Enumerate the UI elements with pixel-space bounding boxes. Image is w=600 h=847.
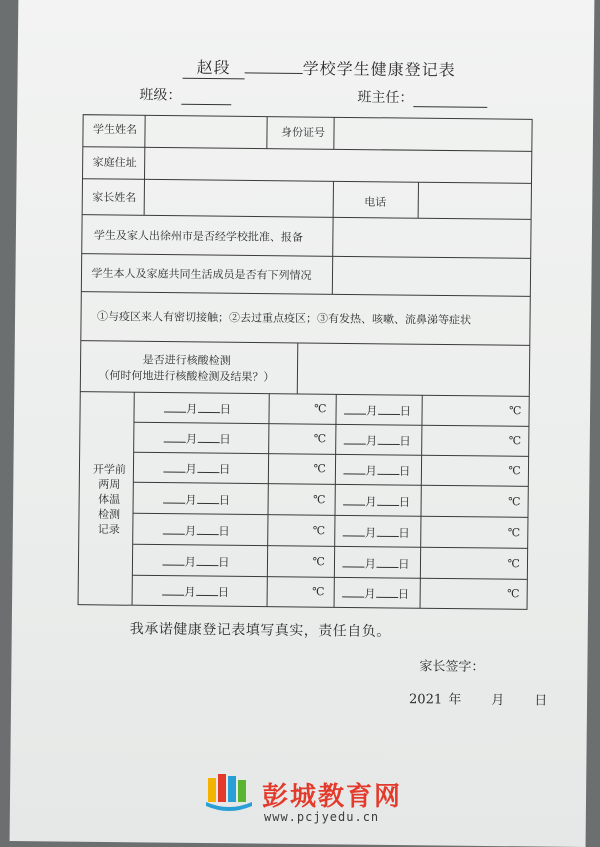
month-text: 月 [365, 494, 377, 508]
month-text: 月 [186, 432, 198, 446]
temp-degree-field[interactable]: ℃ [313, 492, 325, 508]
temp-date-field[interactable] [342, 554, 409, 572]
temp-date-field[interactable] [344, 401, 411, 419]
teacher-label: 班主任： [357, 90, 413, 107]
temp-date-field[interactable] [164, 400, 231, 418]
month-text: 月 [365, 525, 377, 539]
month-blank [164, 430, 186, 443]
class-label: 班级： [139, 87, 181, 103]
temperature-record-label [89, 462, 130, 537]
day-blank [196, 583, 218, 596]
day-text: 日 [398, 526, 410, 540]
signature-date [409, 688, 547, 708]
month-text: 月 [184, 585, 196, 599]
address-input[interactable] [148, 150, 528, 180]
temp-date-field[interactable] [162, 552, 229, 570]
id-number-input[interactable] [337, 120, 527, 148]
id-number-label: 身份证号 [281, 125, 325, 141]
day-blank [376, 585, 398, 598]
day-blank [197, 460, 219, 473]
parent-name-label: 家长姓名 [92, 190, 136, 206]
parent-signature-field[interactable] [419, 655, 484, 675]
day-text: 日 [218, 555, 230, 569]
month-blank [163, 490, 185, 503]
day-text: 日 [218, 585, 230, 599]
xuzhou-question: 学生及家人出徐州市是否经学校批准、报备 [94, 228, 303, 246]
month-text: 月 [185, 462, 197, 476]
date-month: 月 [491, 693, 504, 708]
situation-question: 学生本人及家庭共同生活成员是否有下列情况 [91, 266, 311, 284]
nucleic-question: 是否进行核酸检测 [143, 352, 231, 369]
month-blank [162, 552, 184, 565]
temp-date-field[interactable] [163, 460, 230, 478]
day-text: 日 [398, 587, 410, 601]
month-blank [164, 400, 186, 413]
date-day: 日 [534, 693, 547, 708]
xuzhou-answer-input[interactable] [336, 220, 526, 255]
month-text: 月 [364, 556, 376, 570]
month-blank [163, 460, 185, 473]
day-text: 日 [399, 464, 411, 478]
temp-label-line: 检测 [89, 507, 129, 522]
day-text: 日 [220, 402, 232, 416]
day-blank [198, 400, 220, 413]
student-name-input[interactable] [148, 118, 263, 145]
watermark-url[interactable]: www.pcjyedu.cn [264, 810, 379, 824]
month-text: 月 [185, 492, 197, 506]
temp-degree-field[interactable]: ℃ [509, 403, 521, 419]
temp-degree-field[interactable]: ℃ [314, 431, 326, 447]
temp-degree-field[interactable]: ℃ [313, 523, 325, 539]
temp-degree-field[interactable]: ℃ [508, 525, 520, 541]
temp-degree-field[interactable]: ℃ [509, 433, 521, 449]
phone-input[interactable] [421, 185, 527, 216]
temp-degree-field[interactable]: ℃ [312, 554, 324, 570]
paper-sheet [10, 0, 595, 847]
day-text: 日 [400, 404, 412, 418]
day-text: 日 [399, 434, 411, 448]
situation-list: ①与疫区来人有密切接触；②去过重点疫区；③有发热、咳嗽、流鼻涕等症状 [97, 309, 471, 329]
month-text: 月 [366, 434, 378, 448]
day-text: 日 [219, 493, 231, 507]
date-year: 2021 年 [409, 692, 461, 708]
temp-degree-field[interactable]: ℃ [507, 586, 519, 602]
temp-date-field[interactable] [343, 492, 410, 510]
temp-label-line: 记录 [89, 522, 129, 537]
temp-degree-field[interactable]: ℃ [312, 584, 324, 600]
month-blank [342, 554, 364, 567]
promise-statement: 我承诺健康登记表填写真实，责任自负。 [130, 618, 391, 641]
signature-label: 家长签字： [419, 659, 484, 675]
day-blank [196, 521, 218, 534]
month-blank [343, 492, 365, 505]
temp-date-field[interactable] [163, 521, 230, 539]
parent-name-input[interactable] [147, 182, 329, 214]
temp-degree-field[interactable]: ℃ [507, 556, 519, 572]
temp-date-field[interactable] [344, 431, 411, 449]
temp-label-line: 开学前 [89, 462, 129, 477]
month-text: 月 [184, 554, 196, 568]
temp-date-field[interactable] [343, 461, 410, 479]
day-blank [377, 492, 399, 505]
temp-label-line: 两周 [89, 477, 129, 492]
day-blank [378, 402, 400, 415]
day-blank [377, 432, 399, 445]
temp-date-field[interactable] [163, 490, 230, 508]
month-blank [162, 583, 184, 596]
month-blank [344, 431, 366, 444]
temp-degree-field[interactable]: ℃ [508, 463, 520, 479]
month-blank [163, 521, 185, 534]
temp-date-field[interactable] [164, 430, 231, 448]
day-blank [197, 430, 219, 443]
temp-date-field[interactable] [342, 584, 409, 602]
book-logo-icon [206, 772, 252, 812]
day-blank [196, 552, 218, 565]
nucleic-answer-input[interactable] [300, 346, 525, 393]
day-text: 日 [219, 432, 231, 446]
temp-date-field[interactable] [162, 583, 229, 601]
situation-answer-input[interactable] [335, 259, 525, 294]
student-name-label: 学生姓名 [93, 122, 137, 138]
phone-label: 电话 [364, 195, 386, 211]
month-text: 月 [186, 402, 198, 416]
address-label: 家庭住址 [93, 155, 137, 171]
form-title-text: 学校学生健康登记表 [303, 59, 456, 80]
month-text: 月 [364, 587, 376, 601]
month-blank [344, 401, 366, 414]
temp-degree-field[interactable]: ℃ [313, 461, 325, 477]
day-blank [376, 523, 398, 536]
month-blank [343, 523, 365, 536]
temp-degree-field[interactable]: ℃ [508, 494, 520, 510]
nucleic-subquestion: （何时何地进行核酸检测及结果？） [98, 368, 274, 386]
day-text: 日 [219, 462, 231, 476]
day-text: 日 [398, 557, 410, 571]
day-blank [376, 554, 398, 567]
month-blank [342, 584, 364, 597]
temp-date-field[interactable] [343, 523, 410, 541]
watermark-site-name: 彭城教育网 [262, 776, 402, 813]
temp-degree-field[interactable]: ℃ [314, 401, 326, 417]
day-blank [377, 462, 399, 475]
month-text: 月 [185, 523, 197, 537]
month-text: 月 [366, 404, 378, 418]
month-blank [343, 461, 365, 474]
day-blank [197, 490, 219, 503]
day-text: 日 [218, 524, 230, 538]
school-name: 赵段 [183, 55, 245, 80]
temp-label-line: 体温 [89, 492, 129, 507]
day-text: 日 [399, 495, 411, 509]
month-text: 月 [365, 464, 377, 478]
